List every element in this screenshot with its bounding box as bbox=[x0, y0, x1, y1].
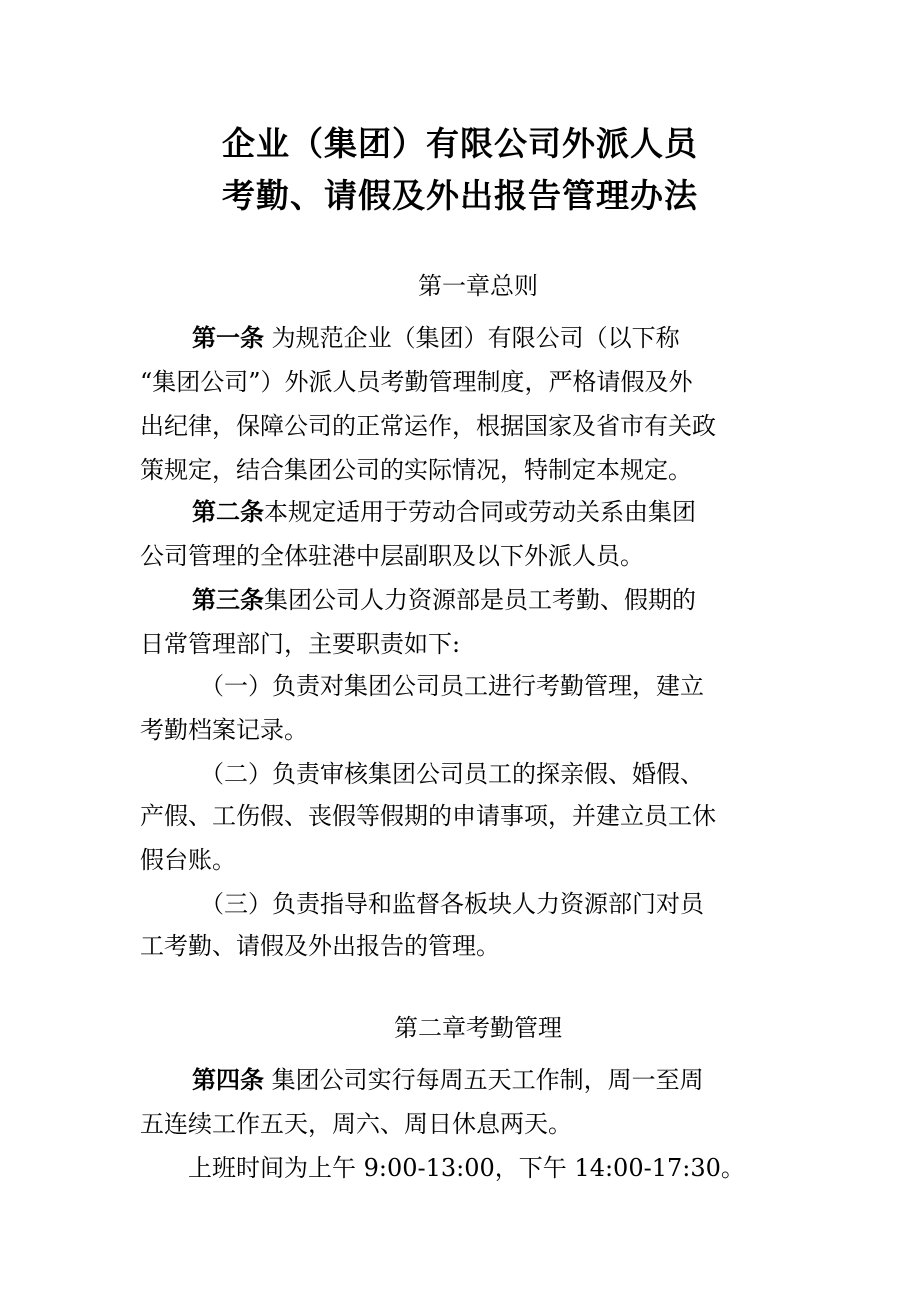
article-3-text-line-1: 集团公司人力资源部是员工考勤、假期的 bbox=[264, 586, 696, 614]
article-2-first-line bbox=[192, 496, 696, 528]
article-3-item-1-line-1: （一）负责对集团公司员工进行考勤管理，建立 bbox=[200, 672, 704, 700]
article-3-item-2-line-1: （二）负责审核集团公司员工的探亲假、婚假、 bbox=[200, 760, 704, 788]
article-2-label: 第二条 bbox=[192, 498, 264, 526]
article-4-text-line-3: 上班时间为上午 9:00-13:00，下午 14:00-17:30。 bbox=[188, 1154, 745, 1182]
article-3-item-1-line-2: 考勤档案记录。 bbox=[140, 716, 308, 744]
article-3-item-3-line-1: （三）负责指导和监督各板块人力资源部门对员 bbox=[200, 890, 704, 918]
chapter-1-heading: 第一章总则 bbox=[418, 272, 538, 300]
document-title-line-2: 考勤、请假及外出报告管理办法 bbox=[222, 176, 698, 215]
article-1-text-line-3: 出纪律，保障公司的正常运作，根据国家及省市有关政 bbox=[140, 412, 716, 440]
article-3-item-2-line-3: 假台账。 bbox=[140, 846, 236, 874]
article-4-text-line-2: 五连续工作五天，周六、周日休息两天。 bbox=[140, 1110, 572, 1138]
article-3-first-line bbox=[192, 584, 696, 616]
article-4-label: 第四条 bbox=[192, 1066, 264, 1094]
article-1-text-line-1: 为规范企业（集团）有限公司（以下称 bbox=[264, 324, 680, 352]
article-4-text-line-1: 集团公司实行每周五天工作制，周一至周 bbox=[264, 1066, 704, 1094]
document-title-line-1: 企业（集团）有限公司外派人员 bbox=[222, 124, 698, 163]
article-1-label: 第一条 bbox=[192, 324, 264, 352]
article-2-text-line-2: 公司管理的全体驻港中层副职及以下外派人员。 bbox=[140, 542, 644, 570]
article-3-item-3-line-2: 工考勤、请假及外出报告的管理。 bbox=[140, 932, 500, 960]
article-4-first-line bbox=[192, 1064, 704, 1096]
chapter-2-heading: 第二章考勤管理 bbox=[394, 1014, 562, 1042]
article-3-text-line-2: 日常管理部门，主要职责如下: bbox=[140, 630, 461, 658]
article-3-label: 第三条 bbox=[192, 586, 264, 614]
article-2-text-line-1: 本规定适用于劳动合同或劳动关系由集团 bbox=[264, 498, 696, 526]
article-1-text-line-4: 策规定，结合集团公司的实际情况，特制定本规定。 bbox=[140, 456, 692, 484]
article-1-text-line-2: “集团公司”）外派人员考勤管理制度，严格请假及外 bbox=[140, 368, 693, 396]
article-1-first-line bbox=[192, 322, 680, 354]
article-3-item-2-line-2: 产假、工伤假、丧假等假期的申请事项，并建立员工休 bbox=[140, 802, 716, 830]
